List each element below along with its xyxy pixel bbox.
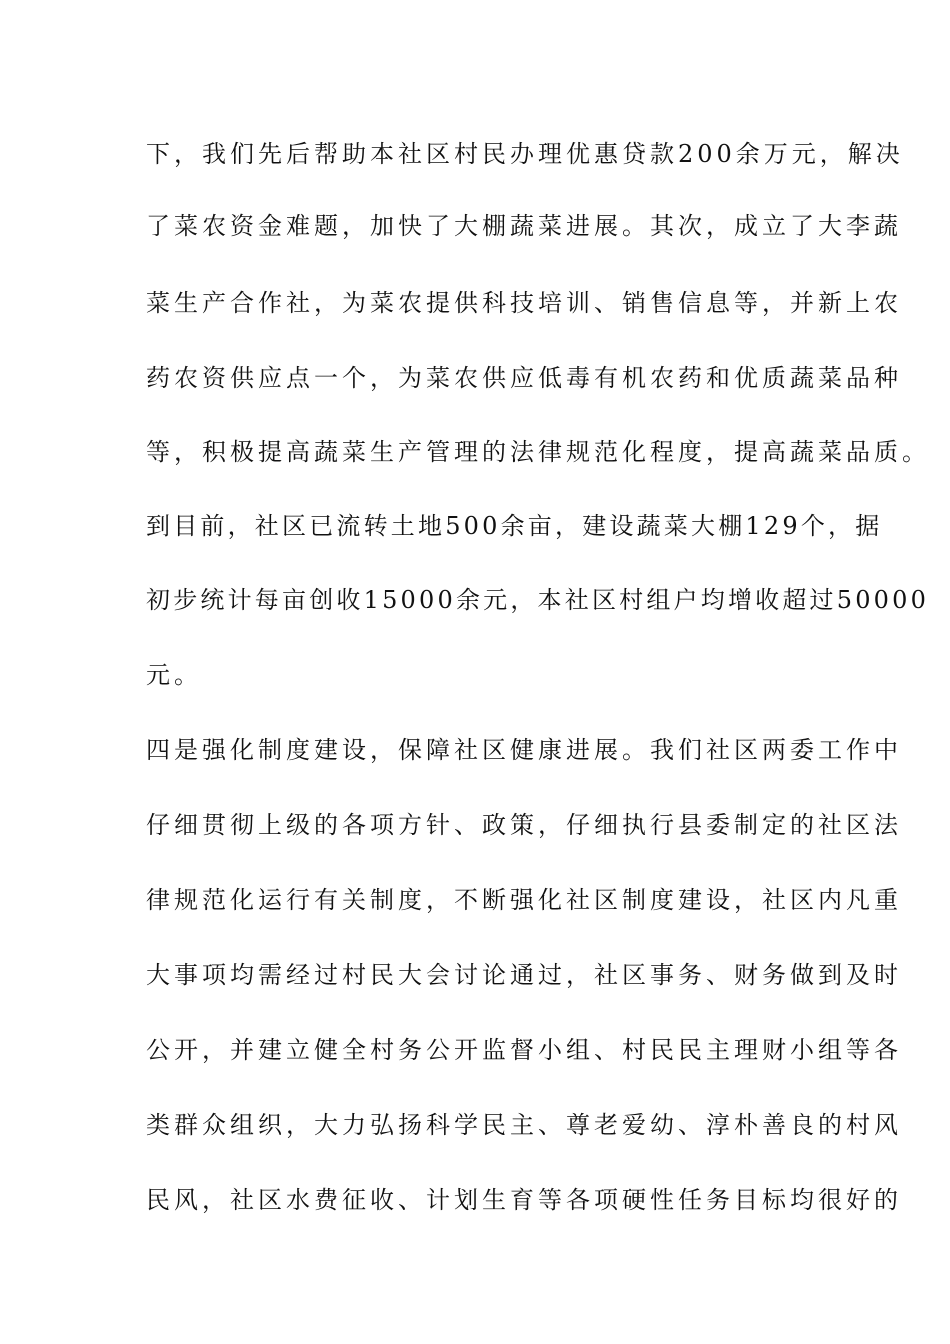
text-line: 初步统计每亩创收15000余元，本社区村组户均增收超过50000 bbox=[146, 586, 930, 614]
text-line: 了菜农资金难题，加快了大棚蔬菜进展。其次，成立了大李蔬 bbox=[146, 212, 902, 240]
text-line: 到目前，社区已流转土地500余亩，建设蔬菜大棚129个，据 bbox=[146, 512, 883, 540]
text-line: 仔细贯彻上级的各项方针、政策，仔细执行县委制定的社区法 bbox=[146, 811, 902, 839]
text-line: 下，我们先后帮助本社区村民办理优惠贷款200余万元，解决 bbox=[146, 140, 904, 168]
text-line: 大事项均需经过村民大会讨论通过，社区事务、财务做到及时 bbox=[146, 961, 902, 989]
text-line: 元。 bbox=[146, 661, 202, 689]
text-line: 类群众组织，大力弘扬科学民主、尊老爱幼、淳朴善良的村风 bbox=[146, 1111, 902, 1139]
text-line: 民风，社区水费征收、计划生育等各项硬性任务目标均很好的 bbox=[146, 1186, 902, 1214]
text-line: 等，积极提高蔬菜生产管理的法律规范化程度，提高蔬菜品质。 bbox=[146, 438, 930, 466]
text-line: 四是强化制度建设，保障社区健康进展。我们社区两委工作中 bbox=[146, 736, 902, 764]
text-line: 律规范化运行有关制度，不断强化社区制度建设，社区内凡重 bbox=[146, 886, 902, 914]
text-line: 菜生产合作社，为菜农提供科技培训、销售信息等，并新上农 bbox=[146, 289, 902, 317]
text-line: 公开，并建立健全村务公开监督小组、村民民主理财小组等各 bbox=[146, 1036, 902, 1064]
text-line: 药农资供应点一个，为菜农供应低毒有机农药和优质蔬菜品种 bbox=[146, 364, 902, 392]
